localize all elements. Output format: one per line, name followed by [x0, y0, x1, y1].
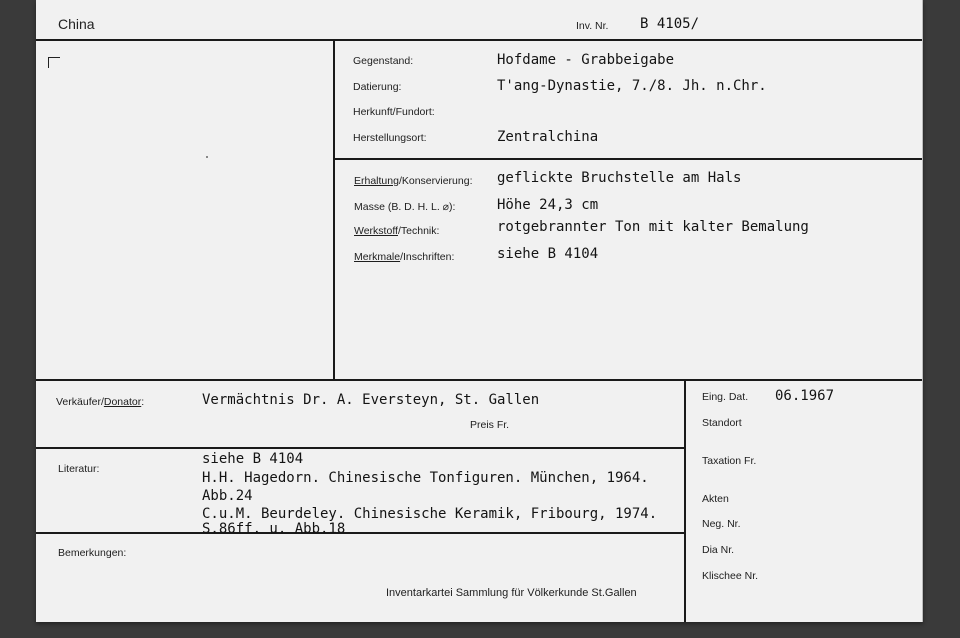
erhaltung-label-rest: /Konservierung: [398, 175, 473, 187]
donor-value: Vermächtnis Dr. A. Eversteyn, St. Gallen [202, 392, 540, 408]
inventory-card [36, 0, 923, 622]
standort-label: Standort [702, 417, 742, 429]
eing-dat-label: Eing. Dat. [702, 391, 749, 403]
inv-nr-label: Inv. Nr. [576, 20, 609, 32]
corner-mark-icon [48, 57, 60, 68]
neg-nr-label: Neg. Nr. [702, 518, 741, 530]
datierung-value: T'ang-Dynastie, 7./8. Jh. n.Chr. [497, 78, 767, 94]
taxation-label: Taxation Fr. [702, 455, 757, 467]
erhaltung-value: geflickte Bruchstelle am Hals [497, 170, 742, 186]
region-title: China [58, 16, 95, 32]
merkmale-label-rest: /Inschriften: [400, 251, 455, 263]
erhaltung-label-underlined: Erhaltung [354, 175, 399, 187]
herstellungsort-label: Herstellungsort: [353, 132, 427, 144]
donator-label: Donator [103, 396, 142, 408]
merkmale-label-underlined: Merkmale [354, 251, 401, 263]
preis-label: Preis Fr. [470, 419, 510, 431]
top-section-rule [333, 158, 922, 160]
eing-dat-value: 06.1967 [775, 388, 835, 404]
bemerkungen-label: Bemerkungen: [58, 547, 127, 559]
masse-label: Masse (B. D. H. L. ⌀): [354, 201, 456, 213]
literatur-line: S.86ff. u. Abb.18 [202, 521, 346, 533]
werkstoff-label-underlined: Werkstoff [354, 225, 398, 237]
donor-label [56, 396, 144, 408]
masse-value: Höhe 24,3 cm [497, 197, 599, 213]
gegenstand-value: Hofdame - Grabbeigabe [497, 52, 675, 68]
merkmale-label [354, 251, 454, 263]
werkstoff-value: rotgebrannter Ton mit kalter Bemalung [497, 219, 809, 235]
left-box-divider [333, 40, 335, 380]
inv-nr-value: B 4105/ [640, 16, 700, 32]
literatur-label: Literatur: [58, 463, 100, 475]
werkstoff-label [354, 225, 439, 237]
akten-label: Akten [702, 493, 729, 505]
datierung-label: Datierung: [353, 81, 402, 93]
gegenstand-label: Gegenstand: [353, 55, 414, 67]
dust-dot [206, 156, 208, 158]
main-rule [36, 379, 922, 381]
right-column-divider [684, 380, 686, 622]
literatur-line: C.u.M. Beurdeley. Chinesische Keramik, Fribourg, 1974. [202, 506, 658, 522]
literatur-line: H.H. Hagedorn. Chinesische Tonfiguren. München, 1964. [202, 470, 649, 486]
footer-text: Inventarkartei Sammlung für Völkerkunde St.Gallen [386, 587, 637, 599]
literatur-line: Abb.24 [202, 488, 253, 504]
werkstoff-label-rest: /Technik: [397, 225, 440, 237]
literatur-line: siehe B 4104 [202, 451, 304, 467]
klischee-nr-label: Klischee Nr. [702, 570, 759, 582]
dia-nr-label: Dia Nr. [702, 544, 735, 556]
donor-rule [36, 447, 685, 449]
herkunft-label: Herkunft/Fundort: [353, 106, 435, 118]
header-rule [36, 39, 922, 41]
literatur-clip [202, 521, 682, 533]
merkmale-value: siehe B 4104 [497, 246, 599, 262]
verkaeufer-label: Verkäufer/ [56, 396, 104, 408]
donor-label-colon: : [141, 396, 145, 408]
herstellungsort-value: Zentralchina [497, 129, 599, 145]
erhaltung-label [354, 175, 473, 187]
